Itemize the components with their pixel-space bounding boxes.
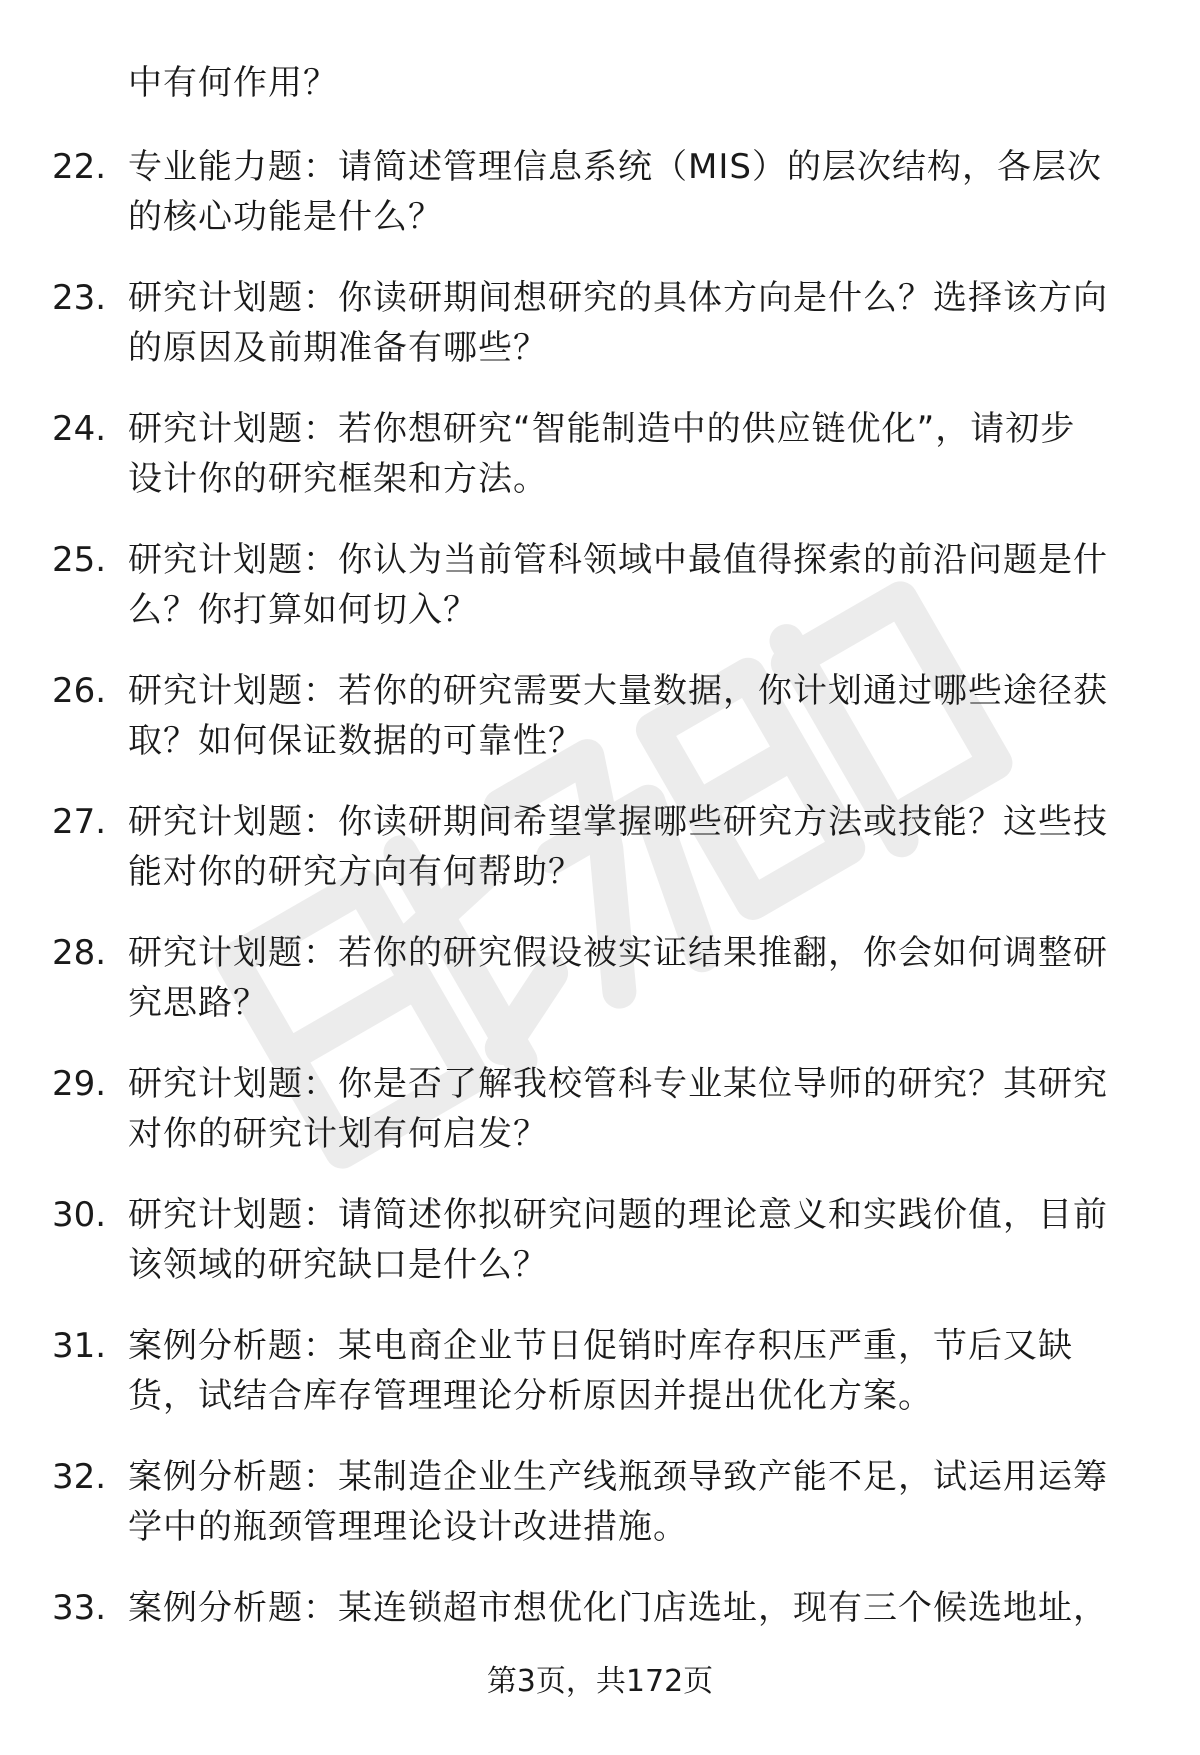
question-text: [128, 142, 1148, 242]
question-line: 的核心功能是什么？: [128, 197, 443, 237]
question-number: 24.: [52, 409, 107, 449]
list-item: [0, 273, 1200, 404]
question-list: [0, 142, 1200, 1714]
question-line: 案例分析题：某连锁超市想优化门店选址，现有三个候选地址，: [128, 1588, 1108, 1628]
question-line: 该领域的研究缺口是什么？: [128, 1245, 548, 1285]
list-item: [0, 404, 1200, 535]
list-item: [0, 1190, 1200, 1321]
question-text: [128, 797, 1148, 897]
list-item: [0, 928, 1200, 1059]
question-line: 的原因及前期准备有哪些？: [128, 328, 548, 368]
question-line: 案例分析题：某电商企业节日促销时库存积压严重，节后又缺: [128, 1326, 1073, 1366]
question-line: 货，试结合库存管理理论分析原因并提出优化方案。: [128, 1376, 933, 1416]
question-line: 研究计划题：若你的研究假设被实证结果推翻，你会如何调整研: [128, 933, 1108, 973]
question-text: [128, 1583, 1148, 1633]
question-line: 研究计划题：请简述你拟研究问题的理论意义和实践价值，目前: [128, 1195, 1108, 1235]
list-item: [0, 142, 1200, 273]
question-text: [128, 1059, 1148, 1159]
question-text: [128, 1190, 1148, 1290]
question-number: 26.: [52, 671, 107, 711]
question-text: [128, 404, 1148, 504]
question-line: 研究计划题：你读研期间想研究的具体方向是什么？选择该方向: [128, 278, 1108, 318]
question-number: 23.: [52, 278, 107, 318]
list-item: [0, 535, 1200, 666]
question-text: [128, 1452, 1148, 1552]
question-number: 30.: [52, 1195, 107, 1235]
question-number: 27.: [52, 802, 107, 842]
list-item: [0, 797, 1200, 928]
question-line: 研究计划题：若你想研究“智能制造中的供应链优化”，请初步: [128, 409, 1076, 449]
question-line: 么？你打算如何切入？: [128, 590, 478, 630]
question-line: 学中的瓶颈管理理论设计改进措施。: [128, 1507, 688, 1547]
question-line: 研究计划题：若你的研究需要大量数据，你计划通过哪些途径获: [128, 671, 1108, 711]
question-number: 28.: [52, 933, 107, 973]
question-number: 33.: [52, 1588, 107, 1628]
question-line: 案例分析题：某制造企业生产线瓶颈导致产能不足，试运用运筹: [128, 1457, 1108, 1497]
question-number: 22.: [52, 147, 107, 187]
question-line: 究思路？: [128, 983, 268, 1023]
question-line: 研究计划题：你是否了解我校管科专业某位导师的研究？其研究: [128, 1064, 1108, 1104]
question-number: 25.: [52, 540, 107, 580]
question-number: 32.: [52, 1457, 107, 1497]
list-item: [0, 1321, 1200, 1452]
question-line: 专业能力题：请简述管理信息系统（MIS）的层次结构，各层次: [128, 147, 1102, 187]
question-line: 研究计划题：你读研期间希望掌握哪些研究方法或技能？这些技: [128, 802, 1108, 842]
list-item: [0, 1059, 1200, 1190]
continuation-text: 中有何作用？: [128, 63, 338, 103]
list-item: [0, 1452, 1200, 1583]
question-line: 研究计划题：你认为当前管科领域中最值得探索的前沿问题是什: [128, 540, 1108, 580]
question-text: [128, 535, 1148, 635]
question-line: 取？如何保证数据的可靠性？: [128, 721, 583, 761]
question-text: [128, 1321, 1148, 1421]
question-line: 设计你的研究框架和方法。: [128, 459, 548, 499]
question-line: 对你的研究计划有何启发？: [128, 1114, 548, 1154]
list-item: [0, 666, 1200, 797]
question-text: [128, 928, 1148, 1028]
question-text: [128, 273, 1148, 373]
question-text: [128, 666, 1148, 766]
page-footer: 第3页，共172页: [486, 1664, 714, 1699]
question-line: 能对你的研究方向有何帮助？: [128, 852, 583, 892]
question-number: 31.: [52, 1326, 107, 1366]
question-number: 29.: [52, 1064, 107, 1104]
